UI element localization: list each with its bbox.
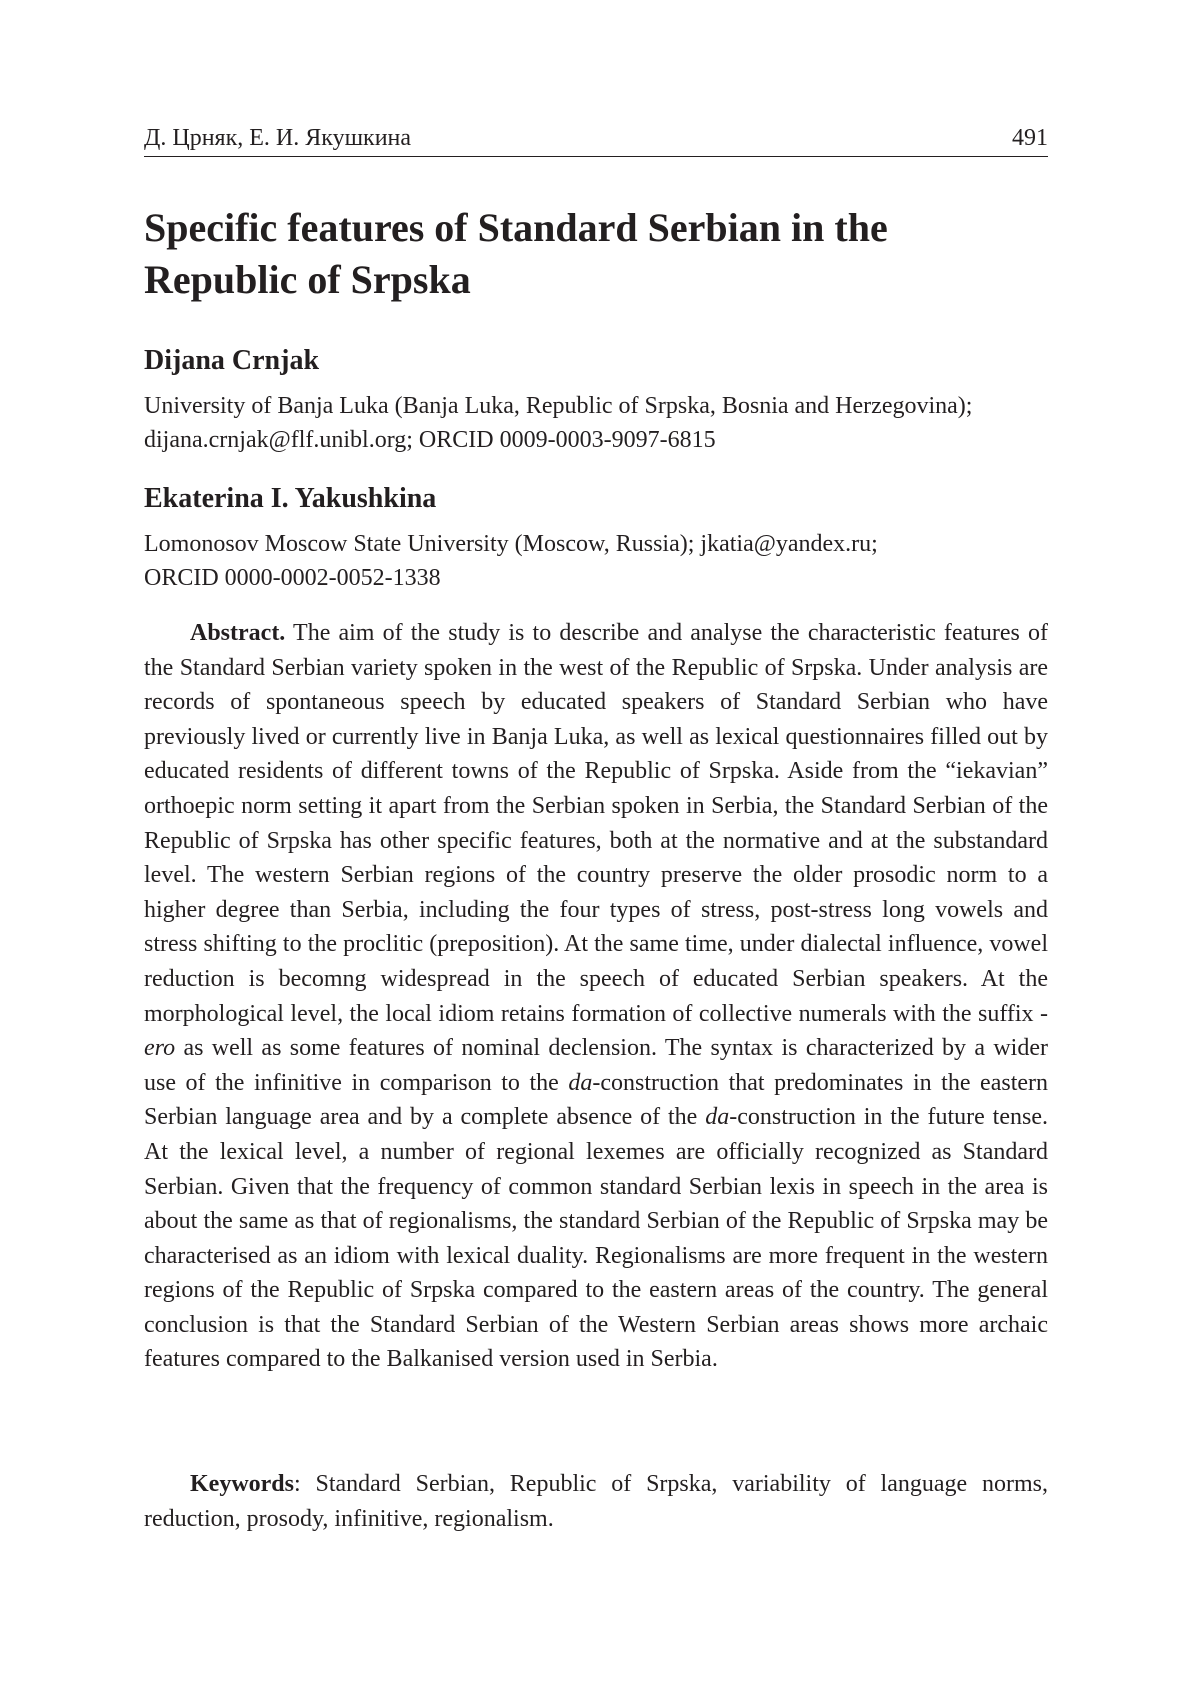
article-title [144,202,1048,306]
author-name-1: Dijana Crnjak [144,345,320,376]
abstract-label: Abstract. [190,620,286,646]
keywords [144,1467,1048,1536]
affiliation-2-line-1: Lomonosov Moscow State University (Moscow, Russia); jkatia@yandex.ru; [144,531,878,557]
keywords-label: Keywords [190,1471,294,1497]
article-title-line-2: Republic of Srpska [144,257,471,302]
author-affiliation-2 [144,527,1048,595]
abstract-italic-da-2: da [705,1104,730,1131]
author-name-2: Ekaterina I. Yakushkina [144,483,437,514]
keywords-text: : Standard Serbian, Republic of Srpska, variability of language norms, reduction, prosody, infinitive, regionalism. [144,1471,1048,1532]
abstract-text-3: -construction that predominates in the eastern Serbian language area and by a complete absence of the [144,1069,1049,1131]
abstract-text-2: as well as some features of nominal declension. The syntax is characterized by a wider use of the infinitive in comparison to the [144,1035,1048,1096]
abstract [144,616,1048,1377]
running-header-authors: Д. Црняк, Е. И. Якушкина [144,125,412,151]
author-affiliation-1 [144,389,1048,457]
affiliation-1-line-1: University of Banja Luka (Banja Luka, Republic of Srpska, Bosnia and Herzegovina); [144,393,973,419]
running-header [144,120,1048,157]
abstract-italic-da-1: da [568,1069,593,1096]
abstract-text-4: -construction in the future tense. At the lexical level, a number of regional lexemes are officially recognized as Standard Serbian. Given that the frequency of common standard Serbian lexis in speech in the area is about the same as that of regionalisms, the standard Serbian of the Republic of Srpska may be characterised as an idiom with lexical duality. Regionalisms are more frequent in the western regions of the Republic of Srpska compared to the eastern areas of the country. The general conclusion is that the Standard Serbian of the Western Serbian areas shows more archaic features compared to the Balkanised version used in Serbia. [144,1104,1048,1373]
affiliation-1-line-2: dijana.crnjak@flf.unibl.org; ORCID 0009-0003-9097-6815 [144,427,716,453]
affiliation-2-line-2: ORCID 0000-0002-0052-1338 [144,565,441,591]
page-number: 491 [1012,125,1048,151]
abstract-italic-suffix: -ero [144,1000,1048,1062]
abstract-text-1: The aim of the study is to describe and analyse the characteristic features of the Standard Serbian variety spoken in the west of the Republic of Srpska. Under analysis are records of spontaneous speech by educated speakers of Standard Serbian who have previously lived or currently live in Banja Luka, as well as lexical questionnaires filled out by educated residents of different towns of the Republic of Srpska. Aside from the “iekavian” orthoepic norm setting it apart from the Serbian spoken in Serbia, the Standard Serbian of the Republic of Srpska has other specific features, both at the normative and at the substandard level. The western Serbian regions of the country preserve the older prosodic norm to a higher degree than Serbia, including the four types of stress, post-stress long vowels and stress shifting to the proclitic (preposition). At the same time, under dialectal influence, vowel reduction is becomng widespread in the speech of educated Serbian speakers. At the morphological level, the local idiom retains formation of collective numerals with the suffix [144,620,1048,1027]
article-title-line-1: Specific features of Standard Serbian in the [144,205,888,250]
